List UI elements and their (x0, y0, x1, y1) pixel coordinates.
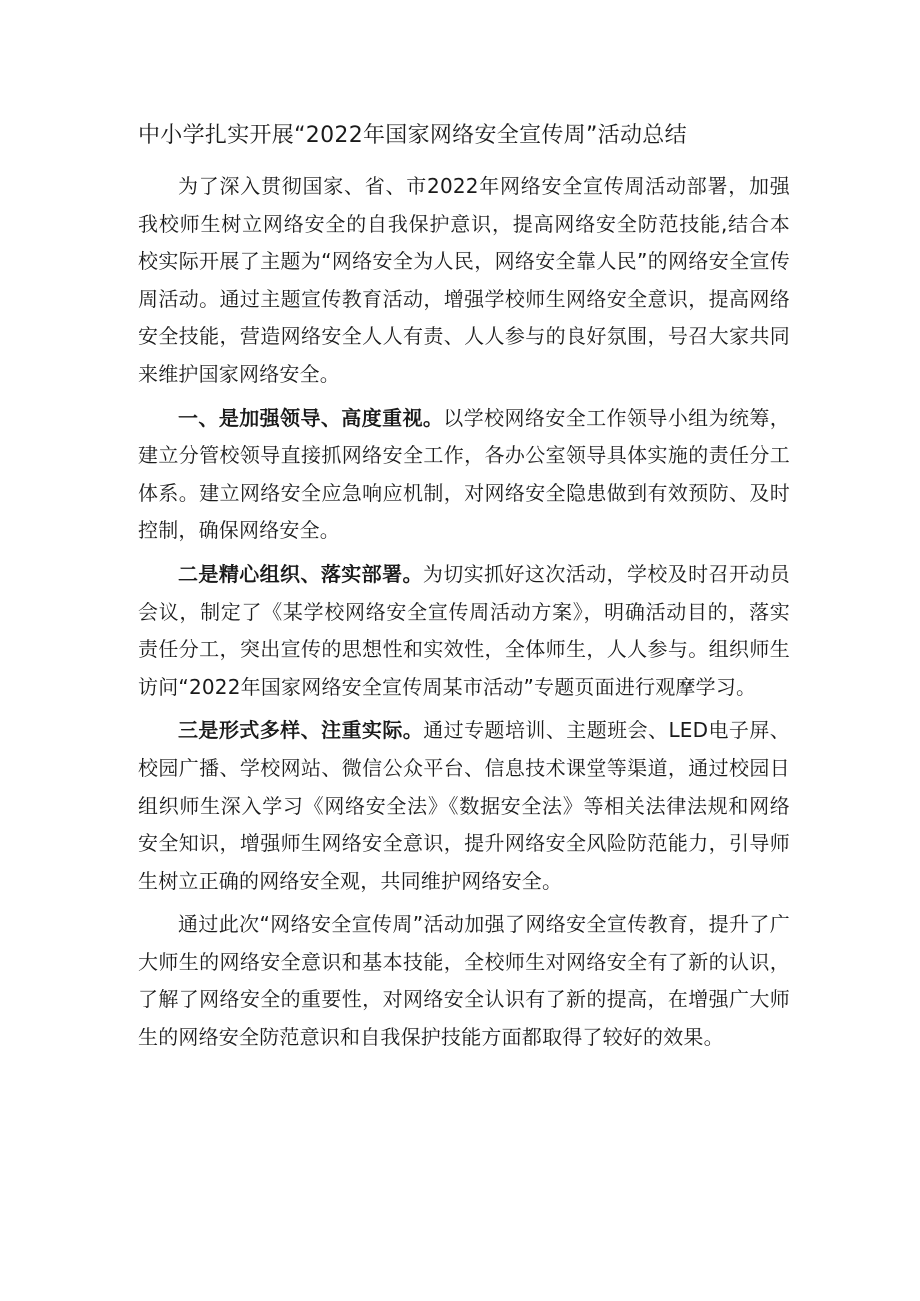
paragraph-intro (138, 168, 790, 394)
paragraph-text: 通过专题培训、主题班会、LED电子屏、校园广播、学校网站、微信公众平台、信息技术课堂等渠道，通过校园日组织师生深入学习《网络安全法》《数据安全法》等相关法律法规和网络安全知识，增强师生网络安全意识，提升网络安全风险防范能力，引导师生树立正确的网络安全观，共同维护网络安全。 (138, 718, 790, 893)
paragraph-lead: 一、是加强领导、高度重视。 (178, 405, 444, 430)
paragraph-text: 为了深入贯彻国家、省、市2022年网络安全宣传周活动部署，加强我校师生树立网络安全的自我保护意识，提高网络安全防范技能,结合本校实际开展了主题为“网络安全为人民，网络安全靠人民”的网络安全宣传周活动。通过主题宣传教育活动，增强学校师生网络安全意识，提高网络安全技能，营造网络安全人人有责、人人参与的良好氛围，号召大家共同来维护国家网络安全。 (138, 174, 790, 386)
paragraph-text: 为切实抓好这次活动，学校及时召开动员会议，制定了《某学校网络安全宣传周活动方案》，明确活动目的，落实责任分工，突出宣传的思想性和实效性，全体师生，人人参与。组织师生访问“2022年国家网络安全宣传周某市活动”专题页面进行观摩学习。 (138, 561, 790, 699)
paragraph-text: 通过此次“网络安全宣传周”活动加强了网络安全宣传教育，提升了广大师生的网络安全意识和基本技能，全校师生对网络安全有了新的认识，了解了网络安全的重要性，对网络安全认识有了新的提高，在增强广大师生的网络安全防范意识和自我保护技能方面都取得了较好的效果。 (138, 912, 790, 1050)
document-title: 中小学扎实开展“2022年国家网络安全宣传周”活动总结 (138, 123, 687, 148)
paragraph-organization (138, 556, 790, 706)
paragraph-text: 以学校网络安全工作领导小组为统筹，建立分管校领导直接抓网络安全工作，各办公室领导具体实施的责任分工体系。建立网络安全应急响应机制，对网络安全隐患做到有效预防、及时控制，确保网络安全。 (138, 405, 790, 543)
paragraph-lead: 三是形式多样、注重实际。 (178, 718, 424, 743)
document-body (138, 168, 790, 1057)
paragraph-leadership (138, 400, 790, 550)
paragraph-lead: 二是精心组织、落实部署。 (178, 561, 423, 586)
paragraph-forms (138, 712, 790, 900)
paragraph-conclusion (138, 906, 790, 1056)
